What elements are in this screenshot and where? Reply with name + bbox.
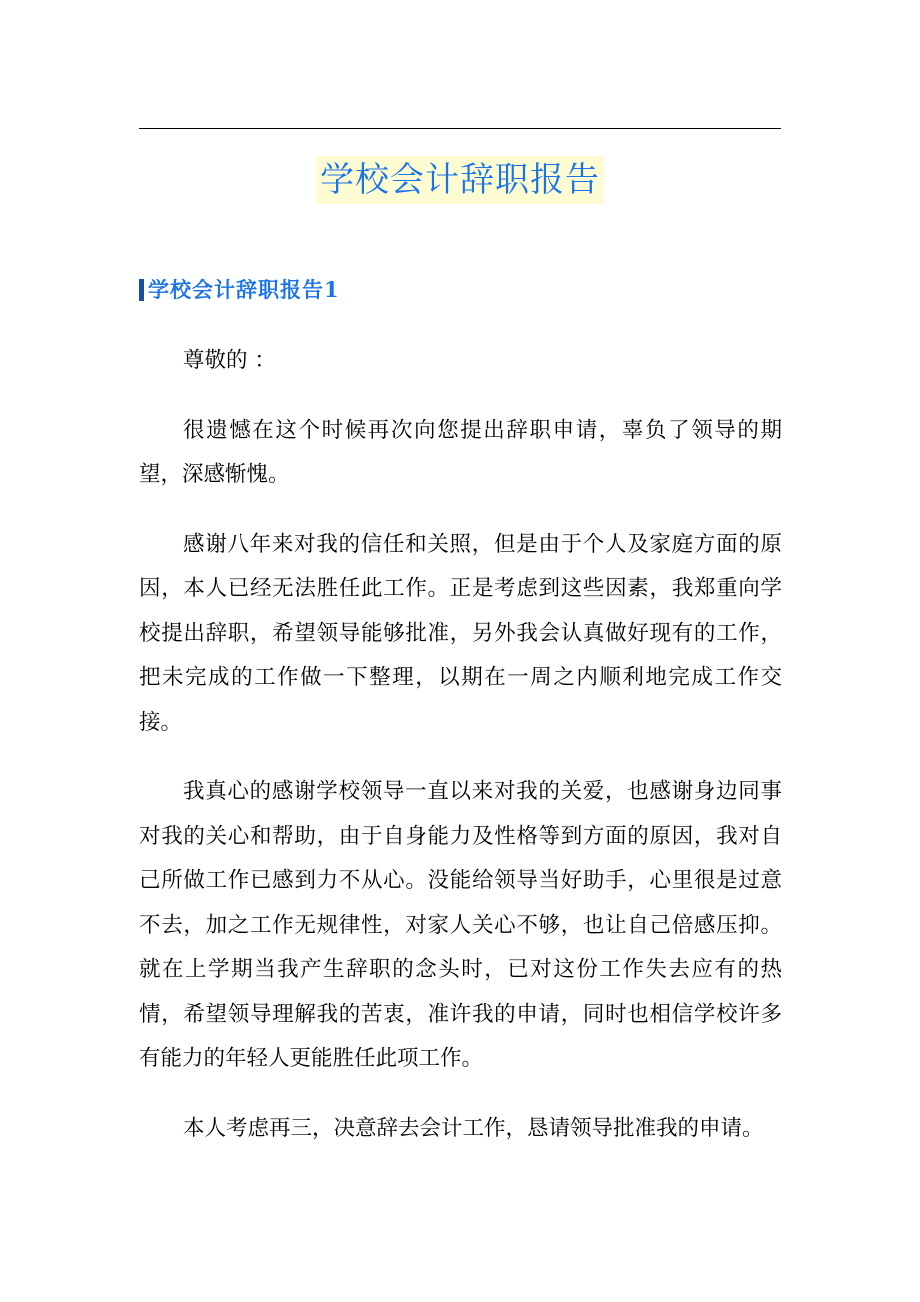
paragraph: 我真心的感谢学校领导一直以来对我的关爱，也感谢身边同事对我的关心和帮助，由于自身能力及性格等到方面的原因，我对自己所做工作已感到力不从心。没能给领导当好助手，心里很是过意不去，加之工作无规律性，对家人关心不够，也让自己倍感压抑。就在上学期当我产生辞职的念头时，已对这份工作失去应有的热情，希望领导理解我的苦衷，准许我的申请，同时也相信学校许多有能力的年轻人更能胜任此项工作。 (139, 779, 782, 1071)
top-divider (139, 128, 781, 129)
paragraph: 感谢八年来对我的信任和关照，但是由于个人及家庭方面的原因，本人已经无法胜任此工作。正是考虑到这些因素，我郑重向学校提出辞职，希望领导能够批准，另外我会认真做好现有的工作，把未完成的工作做一下整理，以期在一周之内顺利地完成工作交接。 (139, 531, 782, 735)
section-heading-text: 学校会计辞职报告1 (148, 277, 340, 302)
title-container (0, 156, 920, 204)
paragraph: 本人考虑再三，决意辞去会计工作，恳请领导批准我的申请。 (183, 1115, 764, 1141)
document-body (139, 339, 782, 1176)
document-title: 学校会计辞职报告 (316, 156, 604, 204)
heading-marker-icon (139, 279, 144, 301)
section-heading (139, 274, 340, 306)
salutation: 尊敬的 ： (183, 348, 276, 373)
paragraph: 很遗憾在这个时候再次向您提出辞职申请，辜负了领导的期望，深感惭愧。 (139, 417, 782, 487)
